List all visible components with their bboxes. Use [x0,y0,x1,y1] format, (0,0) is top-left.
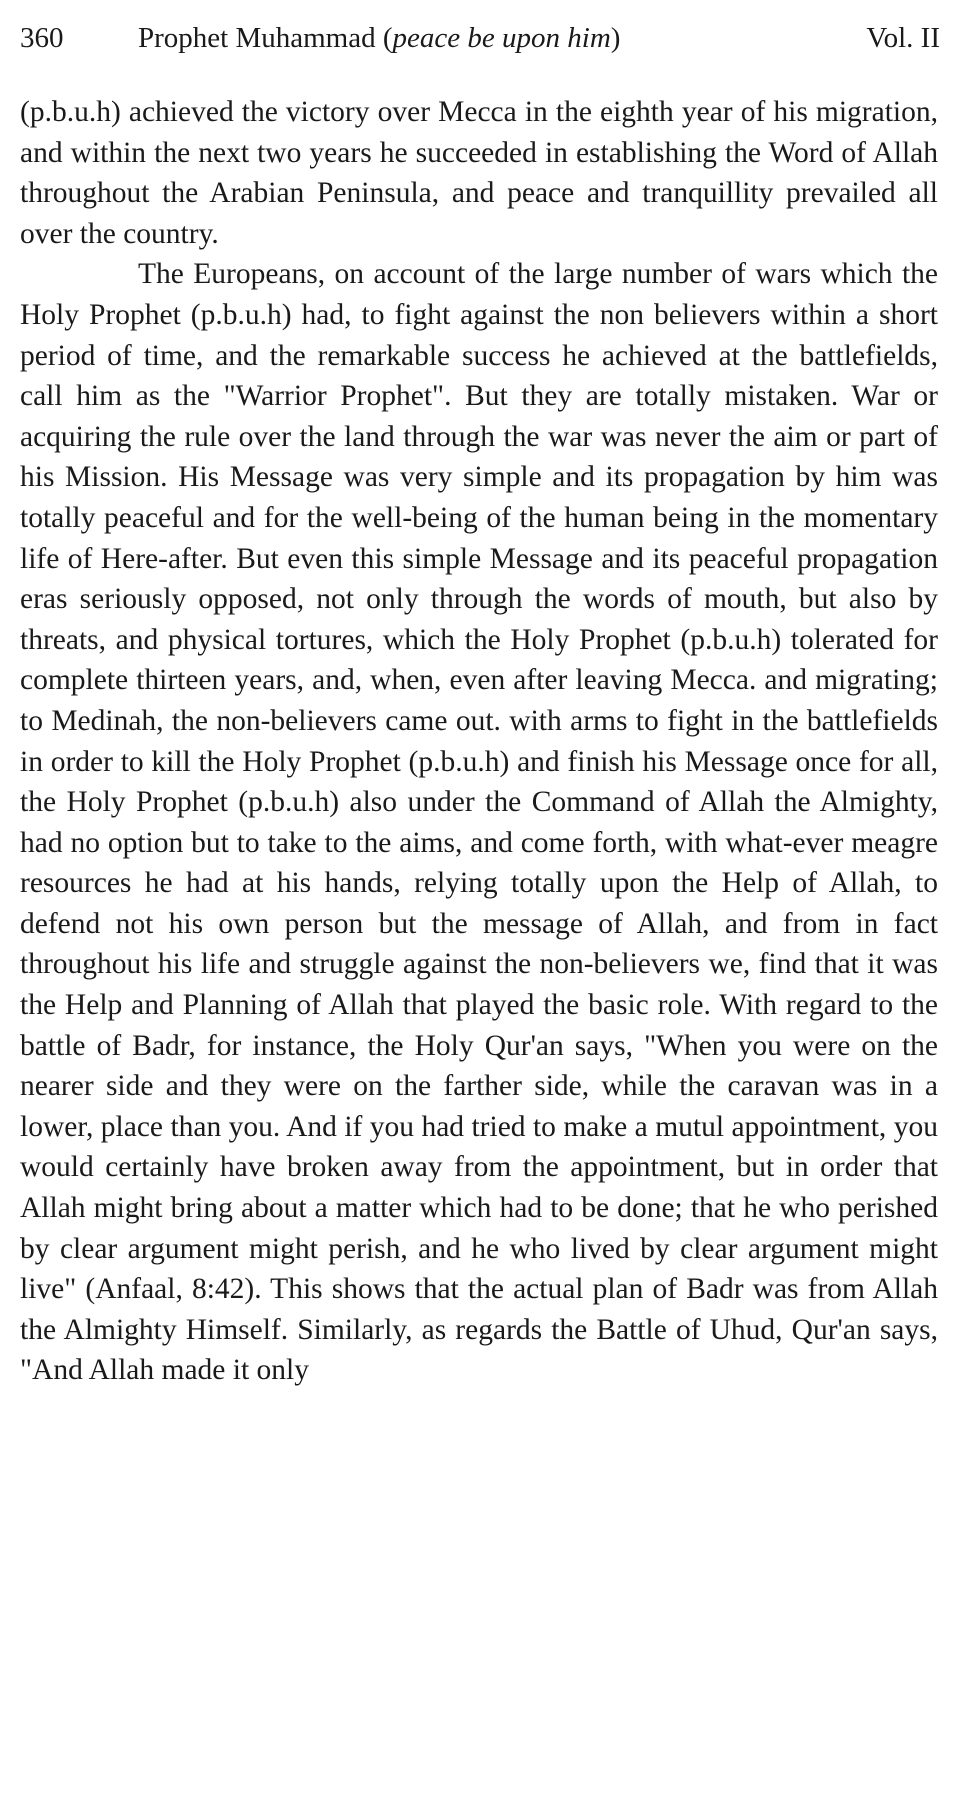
running-header [20,18,940,58]
body-text [20,92,938,1391]
volume-label: Vol. II [866,22,940,54]
book-title-main: Prophet Muhammad [138,22,376,54]
paragraph-2: The Europeans, on account of the large number of wars which the Holy Prophet (p.b.u.h) had, to fight against the non believers within a short period of time, and the remarkable success he achieved at the battlefields, call him as the "Warrior Prophet". But they are totally mistaken. War or acquiring the rule over the land through the war was never the aim or part of his Mission. His Message was very simple and its propagation by him was totally peaceful and for the well-being of the human being in the momentary life of Here-after. But even this simple Message and its peaceful propagation eras seriously opposed, not only through the words of mouth, but also by threats, and physical tortures, which the Holy Prophet (p.b.u.h) tolerated for complete thirteen years, and, when, even after leaving Mecca. and migrating; to Medinah, the non-believers came out. with arms to fight in the battlefields in order to kill the Holy Prophet (p.b.u.h) and finish his Message once for all, the Holy Prophet (p.b.u.h) also under the Command of Allah the Almighty, had no option but to take to the aims, and come forth, with what-ever meagre resources he had at his hands, relying totally upon the Help of Allah, to defend not his own person but the message of Allah, and from in fact throughout his life and struggle against the non-believers we, find that it was the Help and Planning of Allah that played the basic role. With regard to the battle of Badr, for instance, the Holy Qur'an says, "When you were on the nearer side and they were on the farther side, while the caravan was in a lower, place than you. And if you had tried to make a mutul appointment, you would certainly have broken away from the appointment, but in order that Allah might bring about a matter which had to be done; that he who perished by clear argument might perish, and he who lived by clear argument might live" (Anfaal, 8:42). This shows that the actual plan of Badr was from Allah the Almighty Himself. Similarly, as regards the Battle of Uhud, Qur'an says, "And Allah made it only [20,258,938,1387]
book-title: Prophet Muhammad (peace be upon him) [138,22,621,54]
book-title-italic: peace be upon him [392,22,611,54]
paragraph-1: (p.b.u.h) achieved the victory over Mecca in the eighth year of his migration, and within the next two years he succeeded in establishing the Word of Allah throughout the Arabian Peninsula, and peace and tranquillity prevailed all over the country. [20,96,938,250]
page-number: 360 [20,22,64,54]
